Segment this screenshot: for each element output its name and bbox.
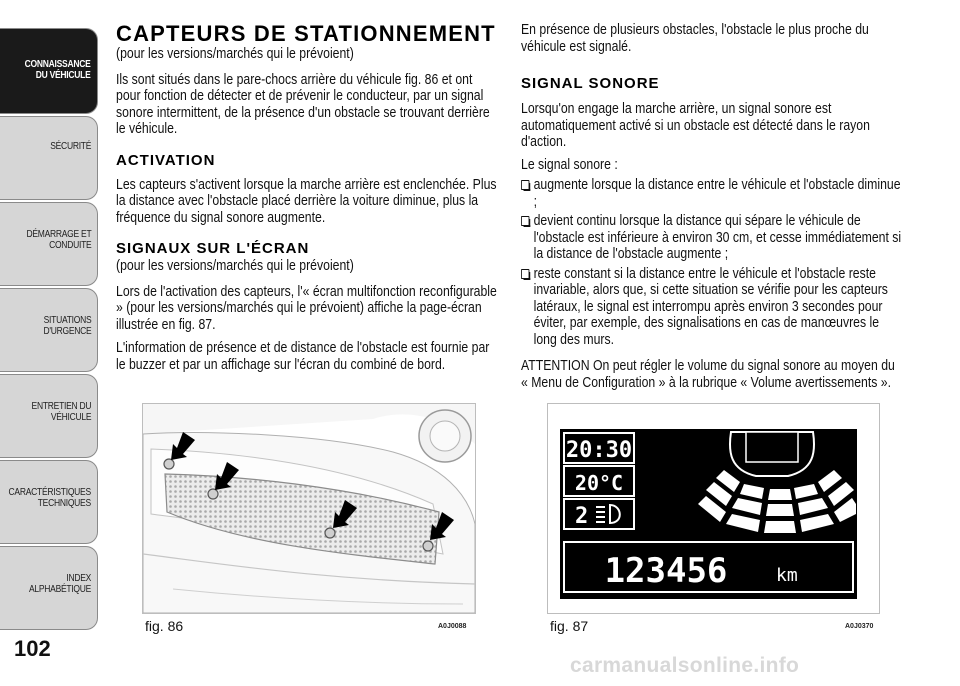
screen-paragraph-1: Lors de l'activation des capteurs, l'« écran multifonction reconfigurable » (pour les versions/marchés qui le prévoient) affiche la page-écran illustrée en fig. 87. — [116, 283, 497, 333]
sound-bullet-list — [521, 177, 905, 348]
page-number: 102 — [14, 636, 51, 661]
sound-paragraph: Lorsqu'on engage la marche arrière, un signal sonore est automatiquement activé si un obstacle est détecté dans le rayon d'action. — [521, 101, 870, 150]
figure-86-rear-bumper — [142, 403, 476, 614]
site-watermark: carmanualsonline.info — [570, 654, 800, 677]
right-column — [521, 22, 905, 391]
activation-heading: ACTIVATION — [116, 151, 216, 169]
screen-signals-subnote: (pour les versions/marchés qui le prévoient) — [116, 258, 354, 274]
title-subnote: (pour les versions/marchés qui le prévoient) — [116, 46, 354, 62]
list-item: reste constant si la distance entre le véhicule et l'obstacle reste invariable, alors que, si cette situation se vérifie pour les capteurs latéraux, le signal est interrompu après environ 3 secondes pour éviter, par exemple, des signalisations en cas de manœuvres le long des murs. — [521, 266, 905, 349]
multiple-obstacles-paragraph: En présence de plusieurs obstacles, l'obstacle le plus proche du véhicule est signalé. — [521, 22, 869, 55]
sensor-icon — [423, 541, 433, 551]
sound-signal-heading: SIGNAL SONORE — [521, 75, 660, 92]
page-title: CAPTEURS DE STATIONNEMENT — [116, 21, 496, 46]
tab-securite[interactable]: SÉCURITÉ — [0, 116, 98, 200]
checkbox-bullet-icon — [521, 180, 529, 190]
activation-paragraph: Les capteurs s'activent lorsque la marche arrière est enclenchée. Plus la distance avec l'obstacle placé derrière la voiture diminue, plus la fréquence du signal sonore augmente. — [116, 176, 497, 226]
tab-caracteristiques-techniques[interactable]: CARACTÉRISTIQUES TECHNIQUES — [0, 460, 98, 544]
tab-index-alphabetique[interactable]: INDEX ALPHABÉTIQUE — [0, 546, 98, 630]
figure-87-display — [547, 403, 880, 614]
list-item: augmente lorsque la distance entre le véhicule et l'obstacle diminue ; — [521, 177, 905, 210]
tab-situations-durgence[interactable]: SITUATIONS D'URGENCE — [0, 288, 98, 372]
display-time: 20:30 — [565, 438, 633, 463]
checkbox-bullet-icon — [521, 269, 529, 279]
chapter-sidebar — [0, 0, 100, 686]
display-odometer: 123456 — [604, 551, 728, 591]
list-item: devient continu lorsque la distance qui sépare le véhicule de l'obstacle est inférieure à environ 30 cm, et cesse immédiatement si la distance de l'obstacle augmente ; — [521, 213, 905, 263]
figure-86-code: A0J0088 — [438, 623, 467, 630]
cluster-display-illustration — [548, 404, 879, 613]
sensor-icon — [208, 489, 218, 499]
rear-bumper-illustration — [143, 404, 475, 613]
screen-paragraph-2: L'information de présence et de distance de l'obstacle est fournie par le buzzer et par un affichage sur l'écran du combiné de bord. — [116, 340, 490, 373]
figure-87-code: A0J0370 — [845, 623, 874, 630]
display-gear: 2 — [575, 504, 589, 529]
intro-paragraph: Ils sont situés dans le pare-chocs arrière du véhicule fig. 86 et ont pour fonction de détecter et de prévenir le conducteur, par un signal sonore intermittent, de la présence d'un obstacle se trouvant derrière le véhicule. — [116, 71, 490, 137]
figure-87-caption: fig. 87 — [550, 618, 589, 634]
sound-lead: Le signal sonore : — [521, 156, 618, 173]
tab-demarrage-et-conduite[interactable]: DÉMARRAGE ET CONDUITE — [0, 202, 98, 286]
display-odometer-unit: km — [776, 565, 798, 586]
checkbox-bullet-icon — [521, 216, 529, 226]
tab-connaissance-du-vehicule[interactable]: CONNAISSANCE DU VÉHICULE — [0, 28, 98, 114]
sensor-icon — [164, 459, 174, 469]
tab-entretien-du-vehicule[interactable]: ENTRETIEN DU VÉHICULE — [0, 374, 98, 458]
figure-86-caption: fig. 86 — [145, 618, 184, 634]
attention-note: ATTENTION On peut régler le volume du signal sonore au moyen du « Menu de Configuration » à la rubrique « Volume avertissements ». — [521, 358, 895, 391]
sensor-icon — [325, 528, 335, 538]
left-column — [116, 22, 500, 373]
screen-signals-heading: SIGNAUX SUR L'ÉCRAN — [116, 240, 310, 257]
display-temperature: 20°C — [574, 471, 624, 495]
